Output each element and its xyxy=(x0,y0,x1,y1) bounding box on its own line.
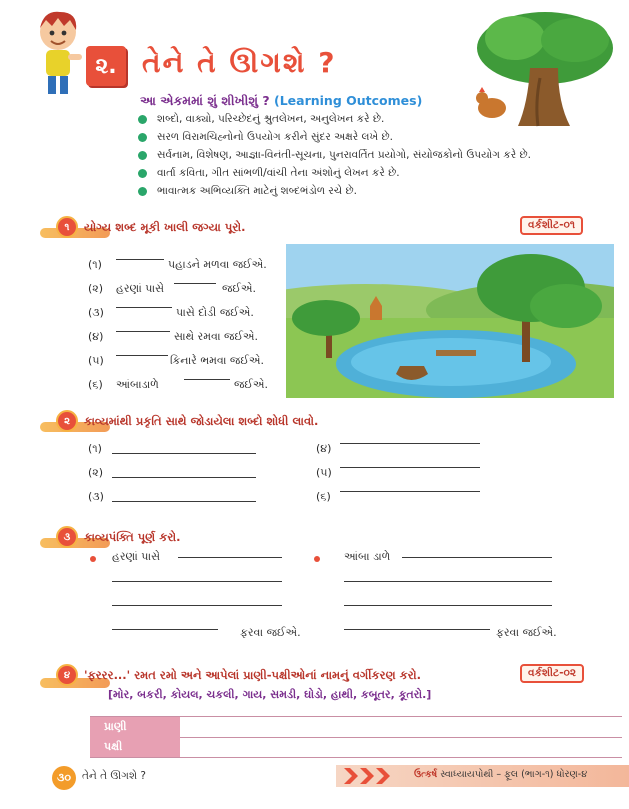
word-row: (૪) xyxy=(316,442,332,455)
worksheet-badge: વર્કશીટ-૦૧ xyxy=(520,216,583,235)
answer-line[interactable] xyxy=(112,604,282,606)
section-1-number: ૧ xyxy=(56,216,78,238)
outcome-item: સરળ વિરામચિહ્નોનો ઉપયોગ કરીને સુંદર અક્ષરે લખે છે. xyxy=(138,128,608,146)
verse-end-left: ફરવા જઈએ. xyxy=(240,626,301,639)
fill-row-5: (૫) કિનારે ભમવા જઈએ. xyxy=(88,354,264,367)
word-row: (૨) xyxy=(88,466,104,479)
outcome-item: શબ્દો, વાક્યો, પરિચ્છેદનું શ્રુતલેખન, અનુલેખન કરે છે. xyxy=(138,110,608,128)
section-1-title: યોગ્ય શબ્દ મૂકી ખાલી જગ્યા પૂરો. xyxy=(84,220,246,234)
outcome-item: વાર્તા કવિતા, ગીત સાંભળી/વાંચી તેના અંશોનું લેખન કરે છે. xyxy=(138,164,608,182)
answer-line[interactable] xyxy=(116,306,172,308)
verse-start-left: હરણાં પાસે xyxy=(112,550,161,563)
chevron-decoration-icon xyxy=(344,768,404,784)
answer-line[interactable] xyxy=(340,466,480,468)
answer-line[interactable] xyxy=(340,490,480,492)
answer-line[interactable] xyxy=(174,282,216,284)
fill-row-6: (૬) આંબાડાળે જઈએ. xyxy=(88,378,268,391)
bullet-icon xyxy=(138,133,147,142)
answer-line[interactable] xyxy=(344,604,552,606)
answer-line[interactable] xyxy=(112,500,256,502)
classification-label: પક્ષી xyxy=(90,737,180,757)
answer-line[interactable] xyxy=(178,556,282,558)
word-row: (૩) xyxy=(88,490,104,503)
answer-line[interactable] xyxy=(344,580,552,582)
section-3-title: કાવ્યપંક્તિ પૂર્ણ કરો. xyxy=(84,530,181,544)
worksheet-badge: વર્કશીટ-૦૨ xyxy=(520,664,584,683)
answer-line[interactable] xyxy=(112,476,256,478)
answer-line[interactable] xyxy=(112,580,282,582)
bullet-icon xyxy=(314,556,320,562)
page-number: ૩૦ xyxy=(52,766,76,790)
classification-row-animal xyxy=(90,716,622,738)
fill-row-1: (૧) પહાડને મળવા જઈએ. xyxy=(88,258,267,271)
answer-line[interactable] xyxy=(184,378,230,380)
classification-row-bird xyxy=(90,737,622,758)
boy-illustration xyxy=(30,6,88,98)
bullet-icon xyxy=(138,115,147,124)
outcome-item: સર્વનામ, વિશેષણ, આજ્ઞા-વિનંતી-સૂચના, પુનરાવર્તિત પ્રયોગો, સંયોજકોનો ઉપયોગ કરે છે. xyxy=(138,146,608,164)
word-row: (૧) xyxy=(88,442,102,455)
answer-line[interactable] xyxy=(116,330,170,332)
verse-start-right: આંબા ડાળે xyxy=(344,550,391,563)
answer-line[interactable] xyxy=(112,452,256,454)
learning-outcomes-heading: આ એકમમાં શું શીખીશું ? (Learning Outcomes) xyxy=(140,93,423,108)
section-2-title: કાવ્યમાંથી પ્રકૃતિ સાથે જોડાયેલા શબ્દો શોધી લાવો. xyxy=(84,414,319,428)
fill-row-2: (૨) હરણાં પાસે જઈએ. xyxy=(88,282,256,295)
section-4-title: 'ફરરર...' રમત રમો અને આપેલાં પ્રાણી-પક્ષીઓનાં નામનું વર્ગીકરણ કરો. xyxy=(84,668,421,682)
bullet-icon xyxy=(138,187,147,196)
answer-line[interactable] xyxy=(340,442,480,444)
section-4-number: ૪ xyxy=(56,664,78,686)
fill-row-4: (૪) સાથે રમવા જઈએ. xyxy=(88,330,259,343)
outcome-item: ભાવાત્મક અભિવ્યક્તિ માટેનું શબ્દભંડોળ રચે છે. xyxy=(138,182,608,200)
lesson-number: ૨. xyxy=(86,46,126,86)
section-3-number: ૩ xyxy=(56,526,78,548)
verse-end-right: ફરવા જઈએ. xyxy=(496,626,557,639)
classification-label: પ્રાણી xyxy=(90,717,180,737)
bullet-icon xyxy=(90,556,96,562)
bullet-icon xyxy=(138,151,147,160)
footer-lesson-title: તેને તે ઊગશે ? xyxy=(82,770,146,782)
word-row: (૬) xyxy=(316,490,331,503)
lesson-title: તેને તે ઊગશે ? xyxy=(142,46,337,79)
answer-line[interactable] xyxy=(112,628,218,630)
answer-line[interactable] xyxy=(116,354,168,356)
section-2-number: ૨ xyxy=(56,410,78,432)
word-bank: [મોર, બકરી, કોયલ, ચકલી, ગાય, સમડી, ઘોડો, હાથી, કબૂતર, કૂતરો.] xyxy=(108,688,432,701)
bullet-icon xyxy=(138,169,147,178)
learning-outcomes-list xyxy=(138,110,608,200)
answer-line[interactable] xyxy=(116,258,164,260)
pond-scene-illustration xyxy=(286,244,614,398)
word-row: (૫) xyxy=(316,466,332,479)
answer-line[interactable] xyxy=(402,556,552,558)
answer-line[interactable] xyxy=(344,628,490,630)
fill-row-3: (૩) પાસે દોડી જઈએ. xyxy=(88,306,254,319)
footer-book-title: ઉત્કર્ષ સ્વાધ્યાયપોથી – ફૂલ (ભાગ-૧) ધોરણ-૪ xyxy=(414,769,588,780)
